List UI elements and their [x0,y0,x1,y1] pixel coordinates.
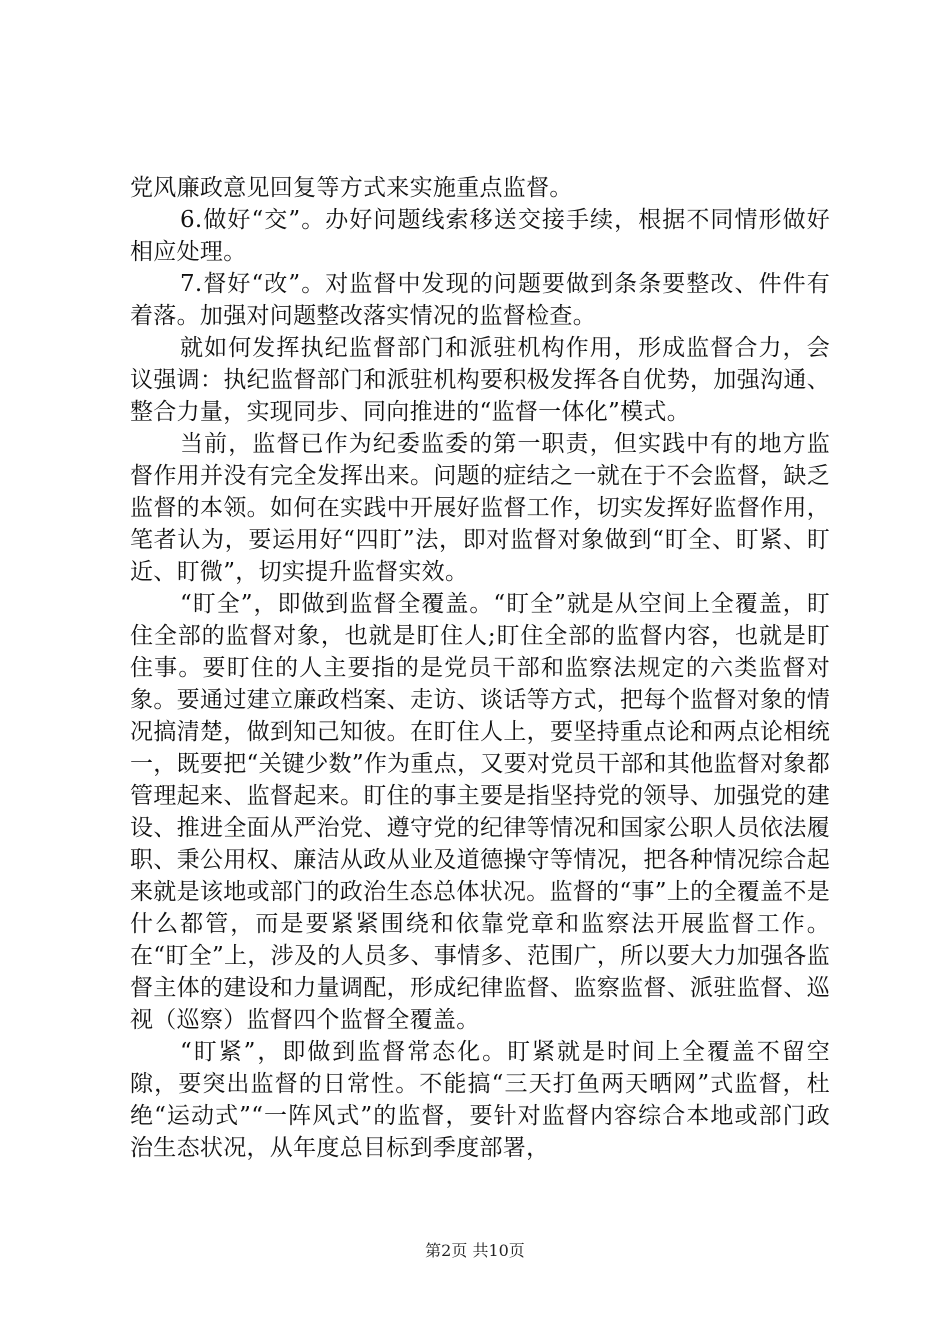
document-body [130,172,830,1164]
paragraph-item-6: 6.做好“交”。办好问题线索移送交接手续，根据不同情形做好相应处理。 [130,207,830,265]
paragraph-continuation: 党风廉政意见回复等方式来实施重点监督。 [130,175,573,201]
paragraph-item-7: 7.督好“改”。对监督中发现的问题要做到条条要整改、件件有着落。加强对问题整改落实情况的监督检查。 [130,271,830,329]
paragraph-ding-jin: “盯紧”，即做到监督常态化。盯紧就是时间上全覆盖不留空隙，要突出监督的日常性。不能搞“三天打鱼两天晒网”式监督，杜绝“运动式”“一阵风式”的监督，要针对监督内容综合本地或部门政治生态状况，从年度总目标到季度部署， [130,1039,830,1161]
page-number-label: 第2页 共10页 [425,1241,525,1260]
paragraph-current-situation: 当前，监督已作为纪委监委的第一职责，但实践中有的地方监督作用并没有完全发挥出来。问题的症结之一就在于不会监督，缺乏监督的本领。如何在实践中开展好监督工作，切实发挥好监督作用，笔者认为，要运用好“四盯”法，即对监督对象做到“盯全、盯紧、盯近、盯微”，切实提升监督实效。 [130,431,830,585]
page-footer [0,1241,950,1261]
paragraph-meeting-emphasis: 就如何发挥执纪监督部门和派驻机构作用，形成监督合力，会议强调：执纪监督部门和派驻机构要积极发挥各自优势，加强沟通、整合力量，实现同步、同向推进的“监督一体化”模式。 [130,335,830,425]
paragraph-ding-quan: “盯全”，即做到监督全覆盖。“盯全”就是从空间上全覆盖，盯住全部的监督对象，也就是盯住人;盯住全部的监督内容，也就是盯住事。要盯住的人主要指的是党员干部和监察法规定的六类监督对象。要通过建立廉政档案、走访、谈话等方式，把每个监督对象的情况搞清楚，做到知己知彼。在盯住人上，要坚持重点论和两点论相统一，既要把“关键少数”作为重点，又要对党员干部和其他监督对象都管理起来、监督起来。盯住的事主要是指坚持党的领导、加强党的建设、推进全面从严治党、遵守党的纪律等情况和国家公职人员依法履职、秉公用权、廉洁从政从业及道德操守等情况，把各种情况综合起来就是该地或部门的政治生态总体状况。监督的“事”上的全覆盖不是什么都管，而是要紧紧围绕和依靠党章和监察法开展监督工作。在“盯全”上，涉及的人员多、事情多、范围广，所以要大力加强各监督主体的建设和力量调配，形成纪律监督、监察监督、派驻监督、巡视（巡察）监督四个监督全覆盖。 [130,591,830,1033]
